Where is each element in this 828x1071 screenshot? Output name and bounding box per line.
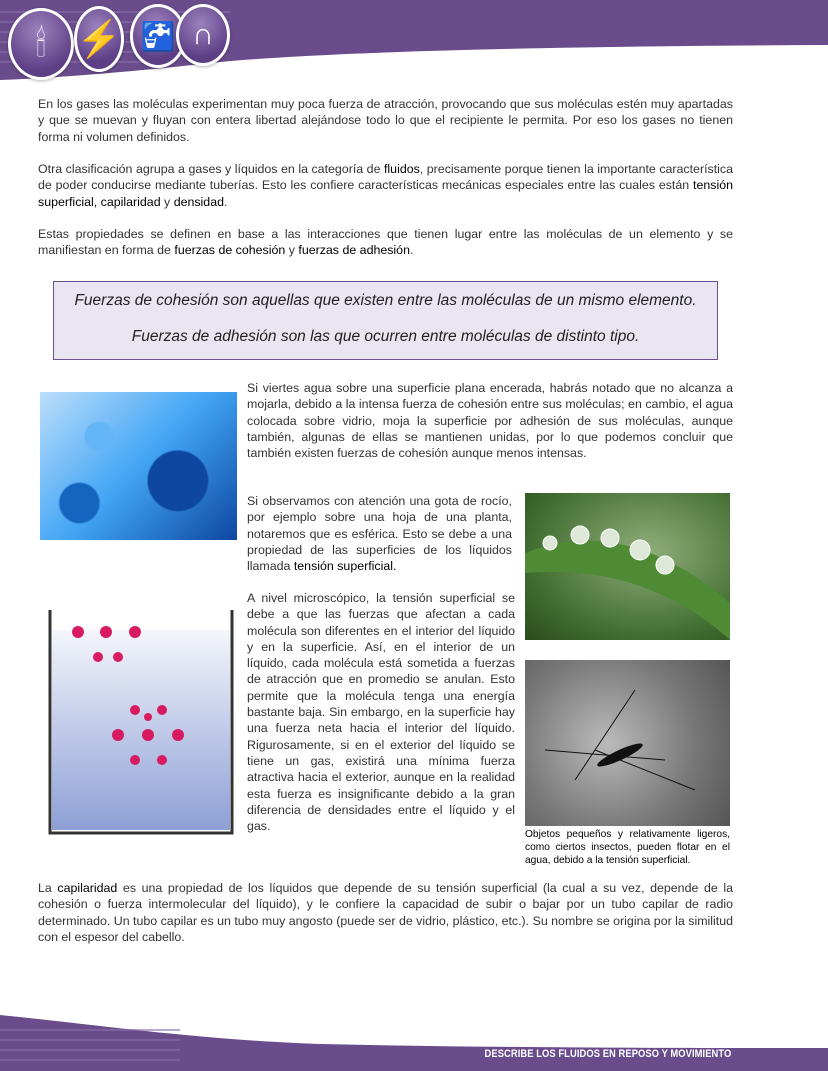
surface-tension-diagram — [40, 605, 237, 835]
paragraph-dew-drop: Si observamos con atención una gota de rocío, por ejemplo sobre una hoja de una planta, notaremos que es esférica. Esto se debe a una propiedad de las superficies de los líquidos llamada tensión superficial. — [247, 494, 512, 574]
footer-title: DESCRIBE LOS FLUIDOS EN REPOSO Y MOVIMIENTO — [484, 1048, 731, 1060]
water-drops-image — [40, 392, 237, 540]
paragraph-properties: Estas propiedades se definen en base a las interacciones que tienen lugar entre las moléculas de un elemento y se manifiestan en forma de fuerzas de cohesión y fuerzas de adhesión. — [38, 227, 733, 258]
page-footer-banner — [0, 1010, 828, 1071]
faucet-icon: 🚰 — [130, 4, 186, 68]
magnet-icon: ∩ — [176, 4, 230, 66]
candle-icon: 🕯 — [8, 8, 74, 80]
footer-wave — [0, 1010, 828, 1071]
dew-leaf-image — [525, 493, 730, 640]
paragraph-fluids: Otra clasificación agrupa a gases y líquidos en la categoría de fluidos, precisamente porque tienen la importante característica de poder conducirse mediante tuberías. Esto les confiere características mecánicas especiales entre las cuales están tensión superficial, capilaridad y densidad. — [38, 162, 733, 209]
insect-caption: Objetos pequeños y relativamente ligeros, como ciertos insectos, pueden flotar en el agua, debido a la tensión superficial. — [525, 829, 730, 866]
paragraph-gases: En los gases las moléculas experimentan muy poca fuerza de atracción, provocando que sus moléculas estén muy apartadas y que se muevan y fluyan con entera libertad alejándose todo lo que el recipiente le permita. Por eso los gases no tienen forma ni volumen definidos. — [38, 97, 733, 144]
paragraph-wax-surface: Si viertes agua sobre una superficie plana encerada, habrás notado que no alcanza a mojarla, debido a la intensa fuerza de cohesión entre sus moléculas; en cambio, el agua colocada sobre vidrio, moja la superficie por adhesión de sus moléculas, aunque también, algunas de ellas se mantienen unidas, por lo que podemos concluir que también existen fuerzas de cohesión aunque menos intensas. — [247, 381, 733, 461]
definition-box — [53, 281, 718, 360]
paragraph-capillarity: La capilaridad es una propiedad de los líquidos que depende de su tensión superficial (la cual a su vez, depende de la cohesión o fuerza intermolecular del líquido), y le confiere la capacidad de subir o bajar por un tubo capilar de radio determinado. Un tubo capilar es un tubo muy angosto (puede ser de vidrio, plástico, etc.). Su nombre se origina por la similitud con el espesor del cabello. — [38, 881, 733, 944]
header-wave — [0, 0, 828, 90]
water-strider-image — [525, 660, 730, 826]
adhesion-definition: Fuerzas de adhesión son las que ocurren entre moléculas de distinto tipo. — [131, 328, 640, 345]
cohesion-definition: Fuerzas de cohesión son aquellas que existen entre las moléculas de un mismo elemento. — [74, 292, 697, 309]
lightning-icon: ⚡ — [74, 6, 124, 72]
paragraph-microscopic: A nivel microscópico, la tensión superficial se debe a que las fuerzas que afectan a cada molécula son diferentes en el interior del líquido y en la superficie. Así, en el interior de un líquido, cada molécula está sometida a fuerzas de atracción que en promedio se anulan. Esto permite que la molécula tenga una energía bastante baja. Sin embargo, en la superficie hay una fuerza neta hacia el interior del líquido. Rigurosamente, si en el exterior del líquido se tiene un gas, existirá una mínima fuerza atractiva hacia el exterior, aunque en la realidad esta fuerza es insignificante debido a la gran diferencia de densidades entre el líquido y el gas. — [247, 591, 515, 834]
page-header-banner — [0, 0, 828, 90]
